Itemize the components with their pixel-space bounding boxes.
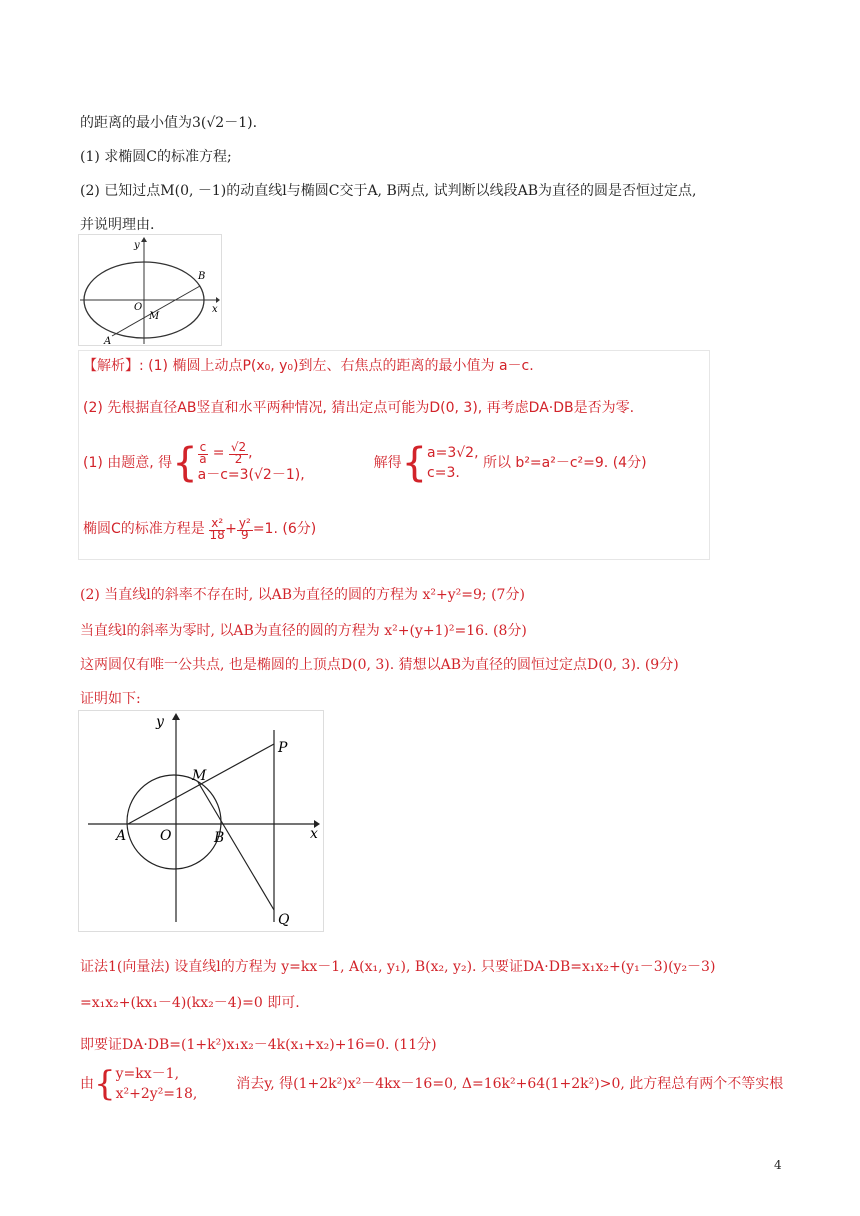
proof-line-4: 由{ y=kx－1, x²+2y²=18, 消去y, 得(1+2k²)x²－4kx－16=0, Δ=16k²+64(1+2k²)>0, 此方程总有两个不等实根: [80, 1064, 784, 1104]
p4-eq1: y=kx－1,: [115, 1066, 180, 1082]
sol1: a=3√2,: [427, 445, 479, 461]
label-x: x: [212, 304, 218, 315]
label-p: P: [278, 740, 288, 756]
solve-label: 解得: [373, 455, 402, 471]
eq1-rhs-num: √2: [230, 440, 247, 454]
label-m2: M: [192, 768, 207, 784]
analysis-row-1: 【解析】: (1) 椭圆上动点P(x₀, y₀)到左、右焦点的距离的最小值为 a－c.: [83, 358, 534, 374]
ellipse-figure: [78, 234, 222, 346]
row3-tail: 所以 b²=a²－c²=9. (4分): [482, 455, 647, 471]
line-mq: [198, 782, 274, 910]
label-y2: y: [156, 714, 164, 730]
question-1: (1) 求椭圆C的标准方程;: [80, 149, 232, 165]
sol2: c=3.: [427, 465, 460, 481]
label-q: Q: [278, 912, 290, 928]
eq1-rhs-den: 2: [234, 452, 243, 466]
p4-prefix: 由: [80, 1076, 94, 1092]
label-a: A: [104, 336, 112, 346]
analysis-row-4: 椭圆C的标准方程是 $\frac{\text{x²}}{18}+\frac{\text{y²}}{9}=1$. (6分): [83, 516, 317, 542]
analysis-box: [78, 350, 710, 560]
label-x2: x: [310, 826, 318, 842]
eq1-den: a: [199, 452, 207, 466]
solution-line-3: 这两圆仅有唯一公共点, 也是椭圆的上顶点D(0, 3). 猜想以AB为直径的圆恒过定点D(0, 3). (9分): [80, 657, 679, 673]
f1-den: 18: [209, 528, 225, 542]
row4-prefix: 椭圆C的标准方程是: [83, 521, 205, 537]
p4-tail: 消去y, 得(1+2k²)x²－4kx－16=0, Δ=16k²+64(1+2k²)>0, 此方程总有两个不等实根: [236, 1076, 784, 1092]
proof-line-1: 证法1(向量法) 设直线l的方程为 y=kx－1, A(x₁, y₁), B(x₂, y₂). 只要证DA·DB=x₁x₂+(y₁－3)(y₂－3): [80, 959, 716, 975]
p4-eq2: x²+2y²=18,: [115, 1086, 198, 1102]
solution-line-4: 证明如下:: [80, 691, 141, 707]
solution-line-2: 当直线l的斜率为零时, 以AB为直径的圆的方程为 x²+(y+1)²=16. (8分): [80, 623, 527, 639]
analysis-row-2: (2) 先根据直径AB竖直和水平两种情况, 猜出定点可能为D(0, 3), 再考虑DA·DB是否为零.: [83, 400, 635, 416]
analysis-row-3: (1) 由题意, 得{ $\frac{c}{a} = \frac{√2}{2}$, a－c=3(√2－1), 解得{ a=3√2, c=3. 所以 b²=a²－c²=9. (4分): [83, 440, 647, 486]
eq2: a－c=3(√2－1),: [197, 467, 305, 483]
f1-num: x²: [211, 516, 224, 530]
label-y: y: [134, 240, 140, 251]
label-m: M: [149, 311, 160, 322]
question-2-cont: 并说明理由.: [80, 217, 155, 233]
solution-line-1: (2) 当直线l的斜率不存在时, 以AB为直径的圆的方程为 x²+y²=9; (7分): [80, 587, 525, 603]
page-number: 4: [774, 1158, 782, 1172]
label-a2: A: [116, 828, 127, 844]
proof-line-2: =x₁x₂+(kx₁－4)(kx₂－4)=0 即可.: [80, 995, 300, 1011]
f2-num: y²: [238, 516, 251, 530]
circle-curve: [127, 775, 221, 869]
row4-tail: =1. (6分): [252, 521, 317, 537]
f2-den: 9: [241, 528, 249, 542]
proof-line-3: 即要证DA·DB=(1+k²)x₁x₂－4k(x₁+x₂)+16=0. (11分): [80, 1037, 437, 1053]
question-2: (2) 已知过点M(0, －1)的动直线l与椭圆C交于A, B两点, 试判断以线段AB为直径的圆是否恒过定点,: [80, 183, 697, 199]
line-ap: [128, 744, 274, 824]
label-o2: O: [160, 828, 172, 844]
label-b2: B: [214, 830, 225, 846]
label-b: B: [198, 271, 206, 282]
label-o: O: [134, 302, 143, 313]
circle-figure: [78, 710, 324, 932]
eq1-num: c: [199, 440, 207, 454]
problem-line-1: 的距离的最小值为3(√2－1).: [80, 115, 258, 131]
row3-prefix: (1) 由题意, 得: [83, 455, 173, 471]
